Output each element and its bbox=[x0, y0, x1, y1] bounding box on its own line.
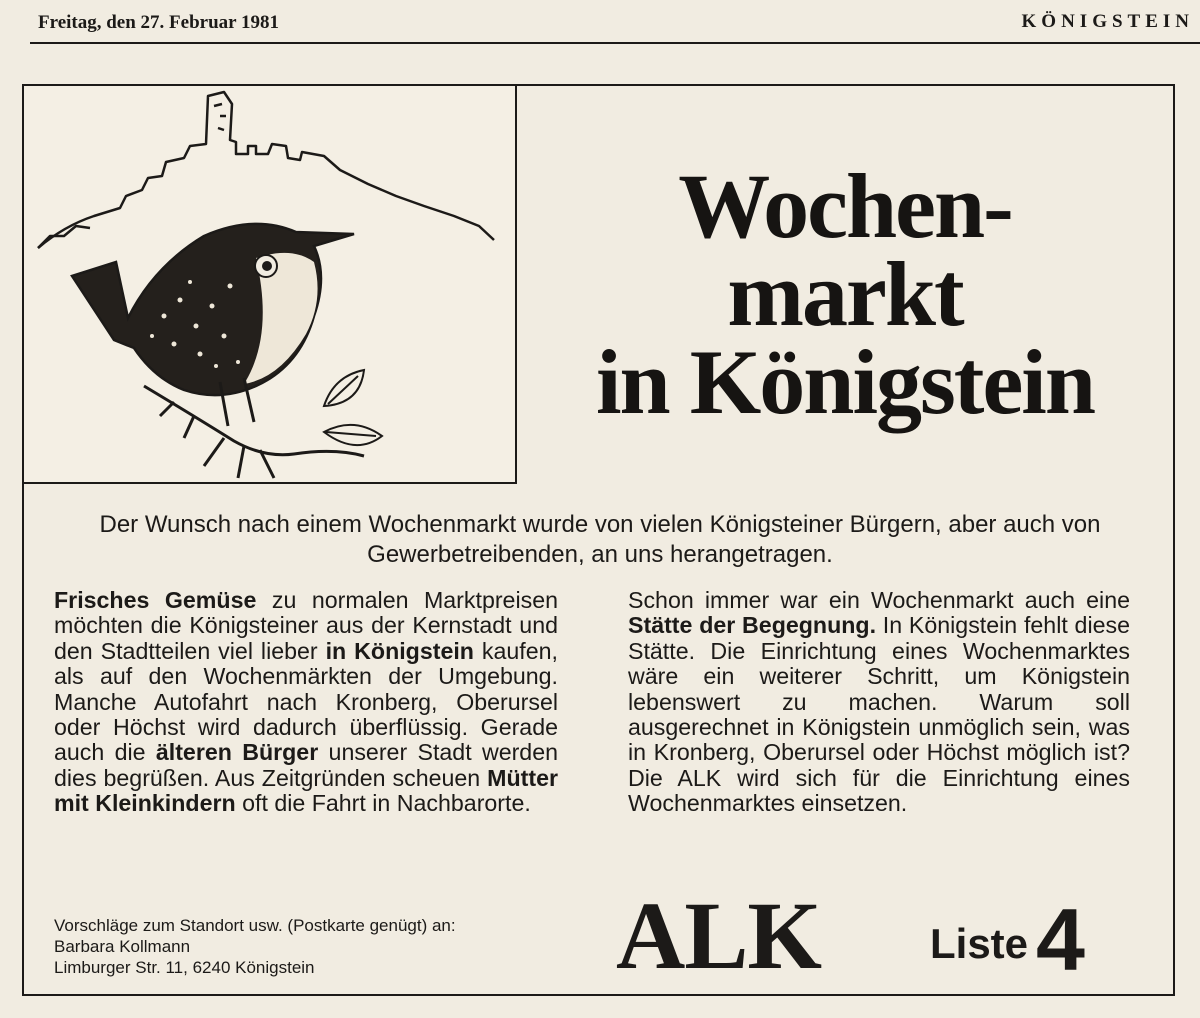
wren-castle-icon bbox=[24, 86, 517, 484]
contact-block bbox=[54, 915, 456, 978]
text-run: oft die Fahrt in Nachbarorte. bbox=[235, 790, 531, 817]
section-title: KÖNIGSTEIN bbox=[1021, 11, 1194, 32]
wren-bird-icon bbox=[72, 224, 354, 426]
right-column-text bbox=[628, 588, 1130, 817]
text-run: älteren Bürger bbox=[155, 739, 319, 766]
left-column-text bbox=[54, 588, 558, 817]
contact-line: Vorschläge zum Standort usw. (Postkarte genügt) an: bbox=[54, 916, 456, 935]
list-number: 4 bbox=[1036, 890, 1085, 989]
contact-address: Limburger Str. 11, 6240 Königstein bbox=[54, 958, 315, 977]
header-divider bbox=[30, 42, 1200, 44]
list-label: Liste bbox=[930, 920, 1029, 967]
text-run: In Königstein fehlt diese Stätte. Die Einrichtung eines Wochenmarktes wäre ein weiterer Schritt, um Königstein lebenswert zu machen. Warum soll ausgerechnet in Königstein unmöglich sein, was in Kronberg, Oberursel oder Höchst möglich ist? Die ALK wird sich für die Einrichtung eines Wochenmarktes einsetzen. bbox=[628, 612, 1130, 817]
headline-line-1: Wochen- bbox=[678, 155, 1012, 257]
headline-line-2: markt bbox=[727, 243, 963, 345]
leaf-icon bbox=[324, 370, 382, 445]
party-name: ALK bbox=[616, 882, 822, 989]
text-run: in Königstein bbox=[325, 637, 474, 664]
contact-name: Barbara Kollmann bbox=[54, 937, 191, 956]
wren-castle-illustration bbox=[24, 86, 517, 484]
text-run: kaufen, als auf den Wochenmärkten der Umgebung. Manche Autofahrt nach Kronberg, Oberursel oder Höchst wird dadurch überflüssig. Gerade auch die bbox=[54, 637, 558, 766]
intro-paragraph: Der Wunsch nach einem Wochenmarkt wurde von vielen Königsteiner Bürgern, aber auch von Gewerbetreibenden, an uns herangetragen. bbox=[99, 511, 1101, 568]
text-run: unserer Stadt werden dies begrüßen. Aus Zeitgründen scheuen bbox=[54, 739, 558, 791]
text-run: Stätte der Begegnung. bbox=[628, 612, 877, 639]
text-run: Mütter mit Kleinkindern bbox=[54, 764, 558, 817]
issue-date: Freitag, den 27. Februar 1981 bbox=[38, 12, 279, 33]
headline-line-3: in Königstein bbox=[595, 331, 1094, 433]
ad-headline bbox=[540, 155, 1150, 433]
text-run: zu normalen Marktpreisen möchten die Königsteiner aus der Kernstadt und den Stadtteilen viel lieber bbox=[54, 587, 558, 664]
text-run: Schon immer war ein Wochenmarkt auch eine bbox=[628, 587, 1130, 613]
text-run: Frisches Gemüse bbox=[54, 587, 257, 613]
